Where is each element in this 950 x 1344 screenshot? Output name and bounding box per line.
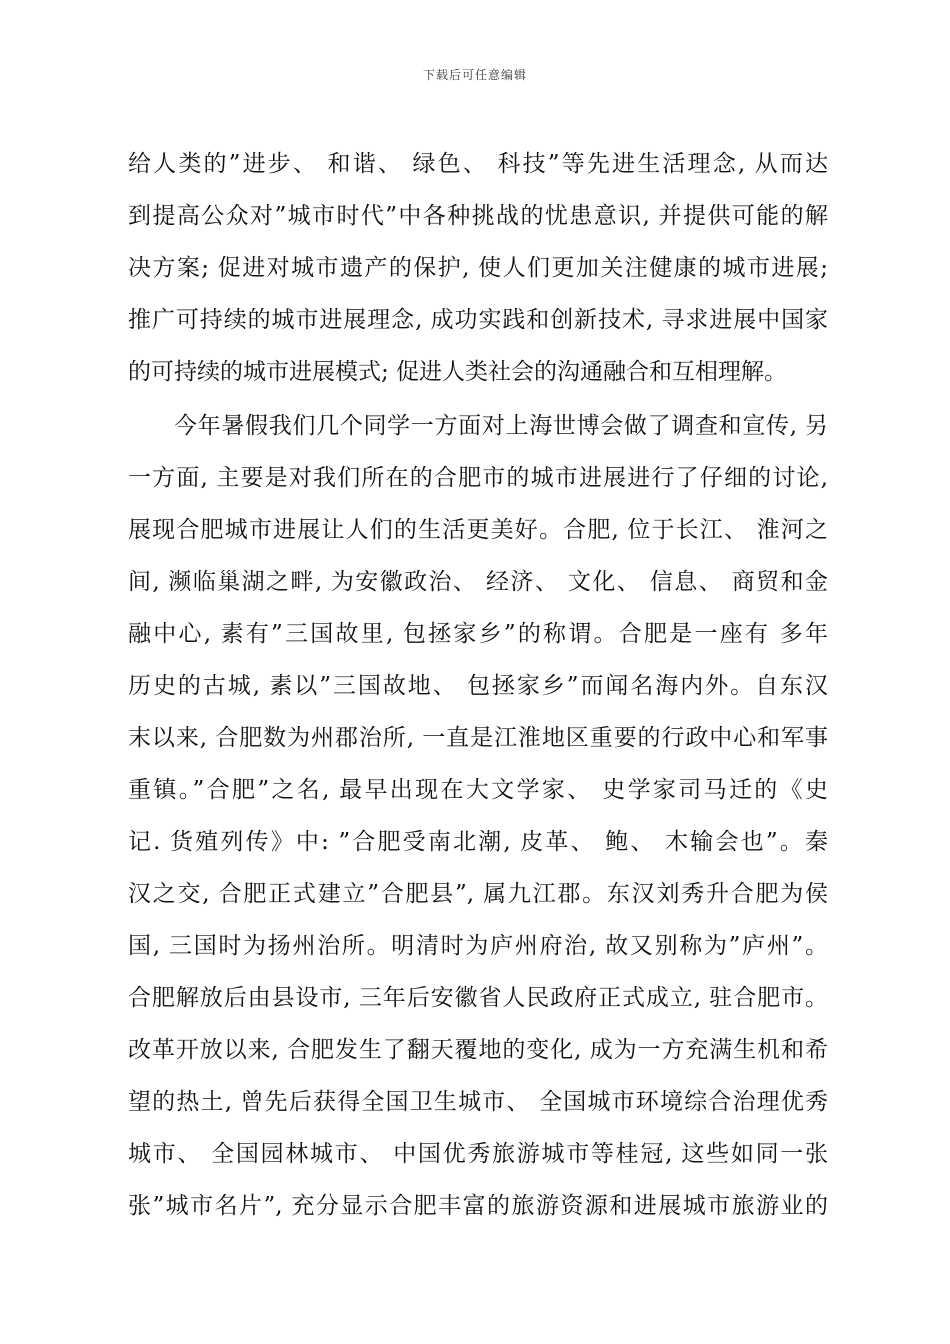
page-header: 下载后可任意编辑 bbox=[422, 68, 527, 82]
paragraph-1 bbox=[128, 138, 828, 398]
text-line: 国, 三国时为扬州治所。明清时为庐州府治, 故又别称为”庐州”。 bbox=[128, 933, 828, 959]
document-body bbox=[128, 138, 828, 1232]
text-line: 望的热土, 曾先后获得全国卫生城市、 全国城市环境综合治理优秀 bbox=[128, 1089, 828, 1115]
text-line: 展现合肥城市进展让人们的生活更美好。合肥, 位于长江、 淮河之 bbox=[128, 517, 828, 543]
text-line: 给人类的”进步、 和谐、 绿色、 科技”等先进生活理念, 从而达 bbox=[128, 151, 828, 177]
text-line: 间, 濒临巢湖之畔, 为安徽政治、 经济、 文化、 信息、 商贸和金 bbox=[128, 569, 828, 595]
paragraph-2 bbox=[128, 400, 828, 1232]
text-line: 城市、 全国园林城市、 中国优秀旅游城市等桂冠, 这些如同一张 bbox=[128, 1141, 828, 1167]
text-line: 推广可持续的城市进展理念, 成功实践和创新技术, 寻求进展中国家 bbox=[128, 307, 828, 333]
text-line: 张”城市名片”, 充分显示合肥丰富的旅游资源和进展城市旅游业的 bbox=[128, 1193, 828, 1219]
text-line: 重镇。”合肥”之名, 最早出现在大文学家、 史学家司马迁的《史 bbox=[128, 777, 828, 803]
text-line: 决方案; 促进对城市遗产的保护, 使人们更加关注健康的城市进展; bbox=[128, 255, 828, 281]
text-line-indented: 今年暑假我们几个同学一方面对上海世博会做了调查和宣传, 另 bbox=[174, 413, 828, 439]
text-line: 记. 货殖列传》中: ”合肥受南北潮, 皮革、 鲍、 木输会也”。秦 bbox=[128, 829, 828, 855]
text-line: 一方面, 主要是对我们所在的合肥市的城市进展进行了仔细的讨论, bbox=[128, 465, 828, 491]
text-line: 末以来, 合肥数为州郡治所, 一直是江淮地区重要的行政中心和军事 bbox=[128, 725, 828, 751]
text-line: 改革开放以来, 合肥发生了翻天覆地的变化, 成为一方充满生机和希 bbox=[128, 1037, 828, 1063]
text-line: 的可持续的城市进展模式; 促进人类社会的沟通融合和互相理解。 bbox=[128, 359, 788, 385]
text-line: 到提高公众对”城市时代”中各种挑战的忧患意识, 并提供可能的解 bbox=[128, 203, 828, 229]
text-line: 汉之交, 合肥正式建立”合肥县”, 属九江郡。东汉刘秀升合肥为侯 bbox=[128, 881, 828, 907]
text-line: 融中心, 素有”三国故里, 包拯家乡”的称谓。合肥是一座有 多年 bbox=[128, 621, 828, 647]
text-line: 合肥解放后由县设市, 三年后安徽省人民政府正式成立, 驻合肥市。 bbox=[128, 985, 828, 1011]
text-line: 历史的古城, 素以”三国故地、 包拯家乡”而闻名海内外。自东汉 bbox=[128, 673, 828, 699]
